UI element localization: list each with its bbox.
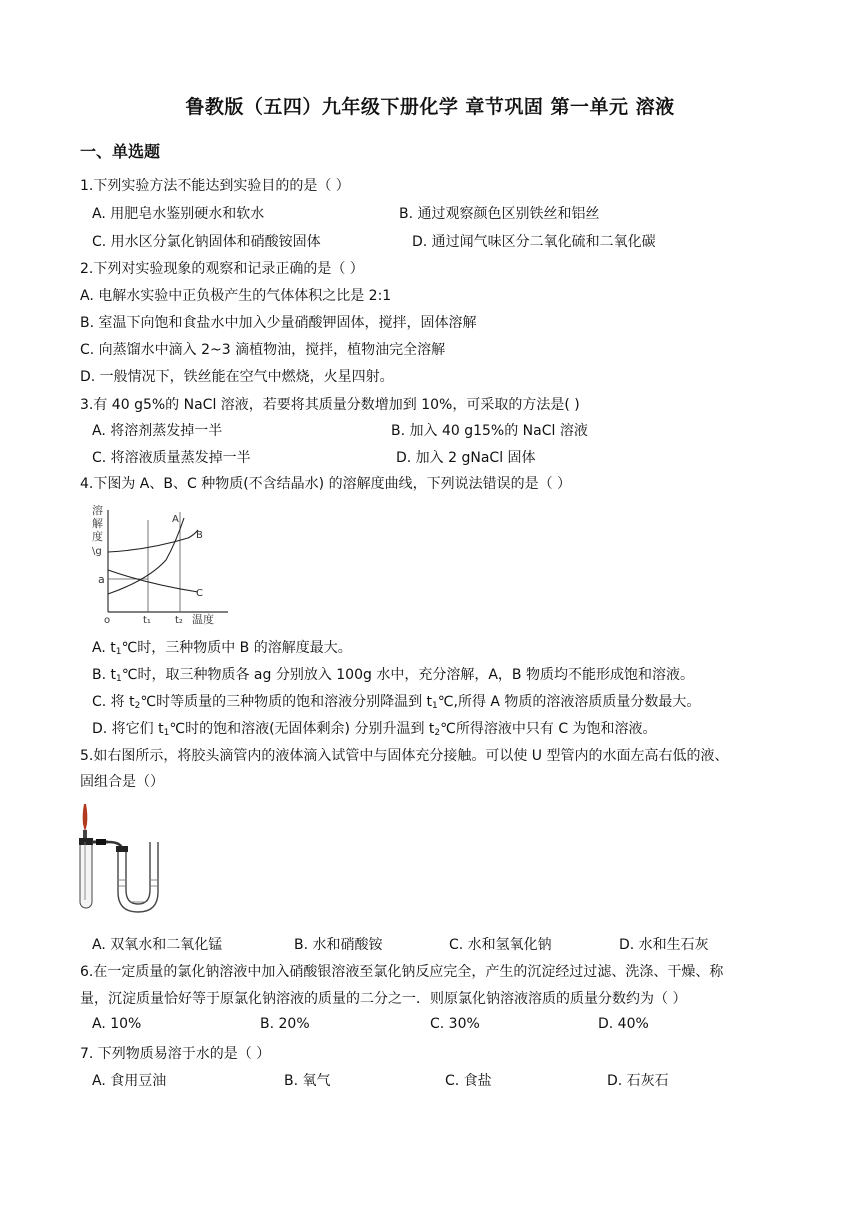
question-5-option-a: A. 双氧水和二氧化锰 — [92, 937, 223, 953]
question-6-stem-line-2: 量，沉淀质量恰好等于原氯化钠溶液的质量的二分之一．则原氯化钠溶液溶质的质量分数约为（ ） — [80, 991, 687, 1007]
question-1-option-c: C. 用水区分氯化钠固体和硝酸铵固体 — [92, 234, 321, 250]
a-tick-label: a — [98, 573, 105, 586]
y-label-3: 度 — [92, 530, 103, 543]
question-1-option-b: B. 通过观察颜色区别铁丝和铝丝 — [399, 206, 600, 222]
t2-label: t₂ — [175, 615, 183, 625]
question-7-stem: 7. 下列物质易溶于水的是（ ） — [80, 1046, 271, 1062]
question-5-option-b: B. 水和硝酸铵 — [294, 937, 383, 953]
rubber-joint — [96, 839, 106, 845]
question-2-option-b: B. 室温下向饱和食盐水中加入少量硝酸钾固体，搅拌，固体溶解 — [80, 315, 477, 331]
question-1-option-a: A. 用肥皂水鉴别硬水和软水 — [92, 206, 265, 222]
test-tube-stopper — [79, 838, 93, 845]
question-2-option-a: A. 电解水实验中正负极产生的气体体积之比是 2:1 — [80, 288, 392, 304]
question-6-option-b: B. 20% — [260, 1016, 310, 1032]
u-tube-outer — [118, 842, 158, 912]
question-5-stem-line-2: 固组合是（） — [80, 774, 164, 790]
question-5-option-d: D. 水和生石灰 — [619, 937, 709, 953]
question-6-option-c: C. 30% — [430, 1016, 480, 1032]
solubility-curve-figure — [88, 500, 238, 625]
question-4-stem: 4.下图为 A、B、C 种物质(不含结晶水) 的溶解度曲线，下列说法错误的是（ ） — [80, 476, 572, 492]
question-4-option-a: A. $t_1℃$时，三种物质中 B 的溶解度最大。 — [92, 640, 352, 657]
question-6-stem-line-1: 6.在一定质量的氯化钠溶液中加入硝酸银溶液至氯化钠反应完全，产生的沉淀经过过滤、洗涤、干燥、称 — [80, 964, 724, 980]
question-4-option-d: D. 将它们 $t_1℃$时的饱和溶液(无固体剩余) 分别升温到 $t_2℃$所得溶液中只有 C 为饱和溶液。 — [92, 721, 657, 738]
u-tube-left-stopper — [116, 846, 128, 852]
dropper-bulb — [83, 804, 88, 832]
section-heading: 一、单选题 — [80, 142, 161, 161]
question-3-option-a: A. 将溶剂蒸发掉一半 — [92, 423, 223, 439]
question-4-option-b: B. $t_1℃$时，取三种物质各 ag 分别放入 100g 水中，充分溶解，A，B 物质均不能形成饱和溶液。 — [92, 667, 694, 684]
curve-b-label: B — [196, 530, 203, 541]
u-tube-inner — [126, 842, 150, 904]
question-1-stem: 1.下列实验方法不能达到实验目的的是（ ） — [80, 178, 350, 194]
curve-a-label: A — [172, 514, 179, 525]
t1-label: t₁ — [143, 615, 151, 625]
question-3-option-d: D. 加入 2 gNaCl 固体 — [396, 450, 536, 466]
test-tube — [80, 840, 92, 908]
question-7-option-b: B. 氧气 — [284, 1073, 331, 1089]
y-label-4: \g — [92, 546, 102, 557]
origin-label: o — [104, 615, 111, 625]
x-axis-label: 温度 — [192, 613, 214, 625]
question-2-option-d: D. 一般情况下，铁丝能在空气中燃烧，火星四射。 — [80, 369, 394, 385]
water-level-marks — [119, 880, 157, 902]
question-5-stem-line-1: 5.如右图所示，将胶头滴管内的液体滴入试管中与固体充分接触。可以使 U 型管内的水面左高右低的液、 — [80, 748, 729, 764]
question-7-option-c: C. 食盐 — [445, 1073, 492, 1089]
question-3-option-b: B. 加入 40 g15%的 NaCl 溶液 — [391, 423, 588, 439]
u-tube-apparatus-figure — [78, 802, 164, 917]
question-1-option-d: D. 通过闻气味区分二氧化硫和二氧化碳 — [412, 234, 656, 250]
question-3-option-c: C. 将溶液质量蒸发掉一半 — [92, 450, 251, 466]
y-label-2: 解 — [92, 517, 103, 530]
question-7-option-d: D. 石灰石 — [607, 1073, 669, 1089]
question-6-option-a: A. 10% — [92, 1016, 142, 1032]
page-title: 鲁教版（五四）九年级下册化学 章节巩固 第一单元 溶液 — [185, 96, 675, 118]
curve-c-label: C — [196, 588, 203, 599]
question-6-option-d: D. 40% — [598, 1016, 649, 1032]
question-3-stem: 3.有 40 g5%的 NaCl 溶液，若要将其质量分数增加到 10%，可采取的方法是( ) — [80, 397, 580, 413]
question-2-stem: 2.下列对实验现象的观察和记录正确的是（ ） — [80, 261, 364, 277]
question-5-option-c: C. 水和氢氧化钠 — [449, 937, 552, 953]
question-4-option-c: C. 将 $t_2℃$时等质量的三种物质的饱和溶液分别降温到 $t_1℃$,所得 A 物质的溶液溶质质量分数最大。 — [92, 694, 701, 711]
question-7-option-a: A. 食用豆油 — [92, 1073, 167, 1089]
y-label-1: 溶 — [92, 504, 103, 517]
question-2-option-c: C. 向蒸馏水中滴入 2~3 滴植物油，搅拌，植物油完全溶解 — [80, 342, 446, 358]
